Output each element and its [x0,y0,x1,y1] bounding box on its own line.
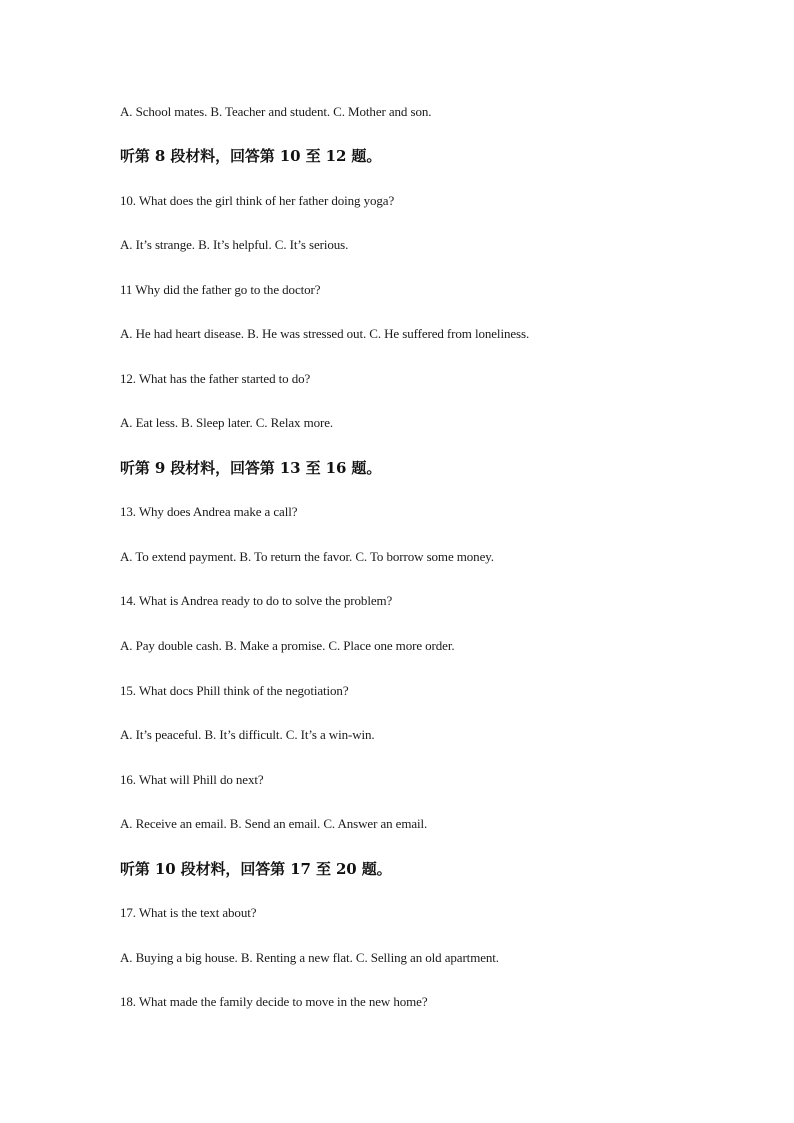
section-heading-10: 听第 10 段材料，回答第 17 至 20 题。 [120,860,392,878]
answer-options-q12: A. Eat less. B. Sleep later. C. Relax more. [120,415,334,430]
section-heading-8: 听第 8 段材料，回答第 10 至 12 题。 [120,147,382,165]
answer-options-q11: A. He had heart disease. B. He was stressed out. C. He suffered from loneliness. [120,326,530,341]
answer-options-q10: A. It’s strange. B. It’s helpful. C. It’s serious. [120,237,349,252]
answer-options-q15: A. It’s peaceful. B. It’s difficult. C. It’s a win-win. [120,727,375,742]
answer-options-q9: A. School mates. B. Teacher and student. C. Mother and son. [120,104,432,119]
question-11: 11 Why did the father go to the doctor? [120,282,321,297]
question-12: 12. What has the father started to do? [120,371,311,386]
question-14: 14. What is Andrea ready to do to solve the problem? [120,593,393,608]
question-18: 18. What made the family decide to move in the new home? [120,994,428,1009]
question-10: 10. What does the girl think of her father doing yoga? [120,193,395,208]
question-17: 17. What is the text about? [120,905,257,920]
section-heading-9: 听第 9 段材料，回答第 13 至 16 题。 [120,459,382,477]
question-16: 16. What will Phill do next? [120,772,264,787]
answer-options-q13: A. To extend payment. B. To return the favor. C. To borrow some money. [120,549,494,564]
answer-options-q16: A. Receive an email. B. Send an email. C. Answer an email. [120,816,428,831]
question-13: 13. Why does Andrea make a call? [120,504,298,519]
answer-options-q14: A. Pay double cash. B. Make a promise. C. Place one more order. [120,638,455,653]
answer-options-q17: A. Buying a big house. B. Renting a new flat. C. Selling an old apartment. [120,950,499,965]
question-15: 15. What docs Phill think of the negotiation? [120,683,349,698]
